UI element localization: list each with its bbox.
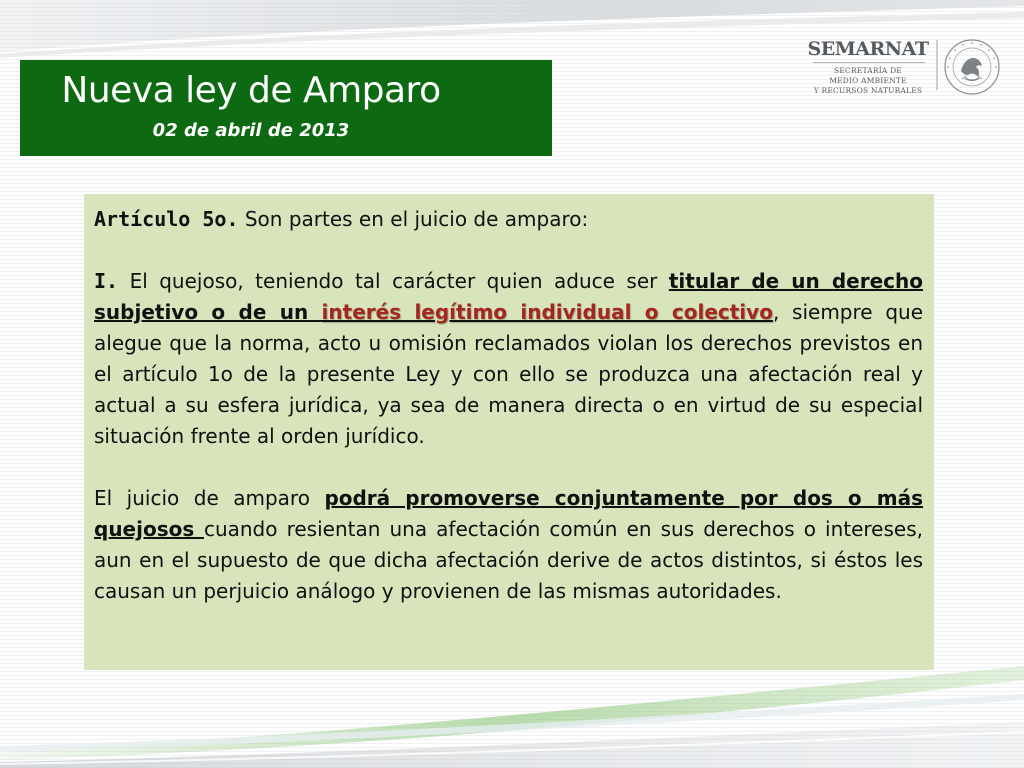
paragraph-numeral: I.	[94, 269, 119, 293]
article-heading-paragraph	[94, 204, 923, 235]
article-paragraph-2	[94, 483, 923, 607]
article-text-box	[84, 194, 934, 670]
paragraph-1-underlined: titular de un derecho subjetivo o de un	[94, 269, 924, 324]
slide-title: Nueva ley de Amparo	[61, 70, 441, 111]
logo-rule	[813, 62, 925, 63]
logo-line-3: Y RECURSOS NATURALES	[813, 86, 923, 95]
logo-brand: SEMARNAT	[807, 38, 929, 60]
paragraph-1-text-b: , siempre que alegue que la norma, acto u omisión reclamados violan los derechos previstos en el artículo 1o de la presente Ley y con ello se produzca una afectación real y actual a su esfera jurídica, ya sea de manera directa o en virtud de su especial situación frente al orden jurídico.	[94, 300, 923, 448]
article-heading-rest: Son partes en el juicio de amparo:	[238, 207, 589, 231]
paragraph-1-highlight: interés legítimo individual o colectivo	[321, 300, 773, 324]
semarnat-logo	[805, 38, 1005, 98]
article-heading: Artículo 5o.	[94, 207, 239, 231]
paragraph-1-text-a: El quejoso, teniendo tal carácter quien aduce ser	[118, 269, 669, 293]
logo-separator	[936, 40, 938, 90]
paragraph-2-text-b: cuando resientan una afectación común en sus derechos o intereses, aun en el supuesto de que dicha afectación derive de actos distintos, si éstos les causan un perjuicio análogo y provienen de las mismas autoridades.	[94, 517, 923, 603]
title-banner	[20, 60, 552, 156]
logo-line-2: MEDIO AMBIENTE	[829, 76, 907, 85]
paragraph-2-text-a: El juicio de amparo	[94, 486, 325, 510]
paragraph-2-underlined: podrá promoverse conjuntamente por dos o más quejosos	[94, 486, 924, 541]
article-paragraph-1	[94, 266, 923, 452]
estados-unidos-mexicanos-seal-icon	[943, 38, 1001, 96]
logo-line-1: SECRETARÍA DE	[834, 66, 902, 75]
slide-date: 02 de abril de 2013	[152, 120, 350, 141]
